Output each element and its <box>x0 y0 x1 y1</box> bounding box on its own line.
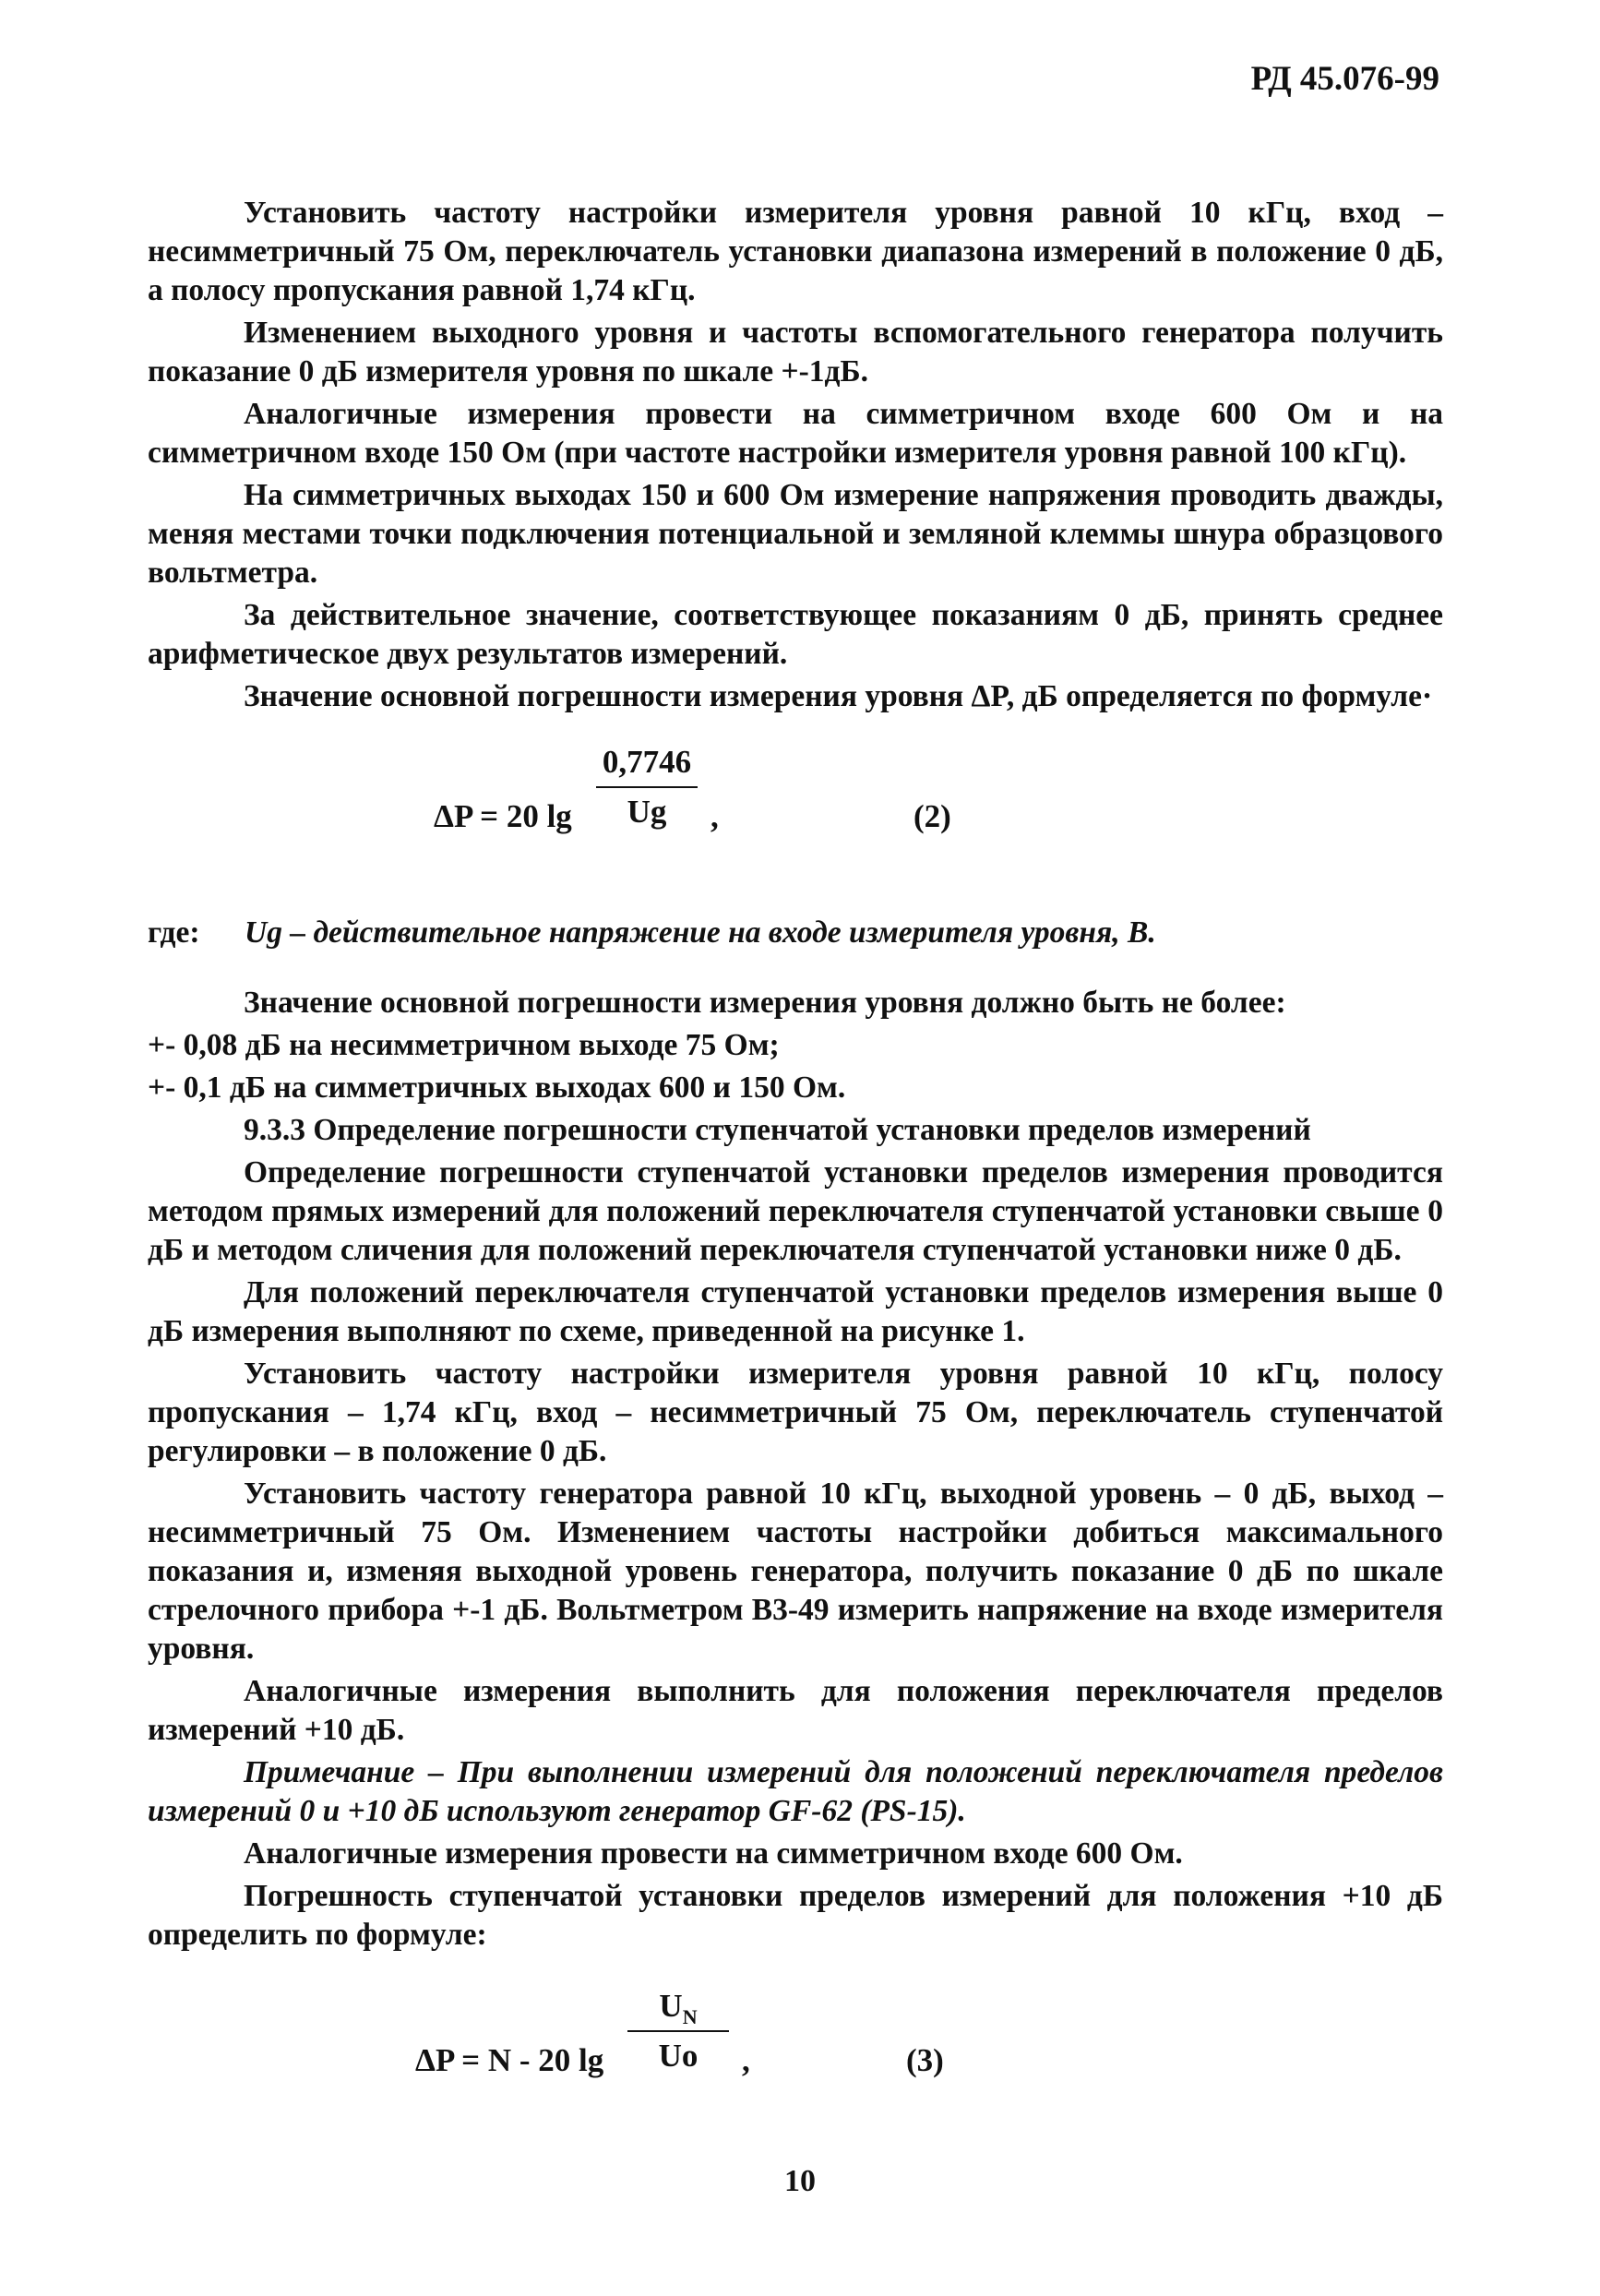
paragraph: Аналогичные измерения провести на симметричном входе 600 Ом. <box>244 1836 1183 1871</box>
formula-2-lhs: ΔP = 20 lg <box>434 798 572 834</box>
formula-3-denominator: Uo <box>658 2038 699 2074</box>
formula-2-number: (2) <box>913 798 951 834</box>
limits-line: +- 0,08 дБ на несимметричном выходе 75 Ом; <box>148 1028 780 1062</box>
where-clause <box>148 914 1443 952</box>
paragraph: Изменением выходного уровня и частоты вспомогательного генератора получить показание 0 дБ измерителя уровня по шкале +-1дБ. <box>148 316 1443 389</box>
paragraph: Для положений переключателя ступенчатой установки пределов измерения выше 0 дБ измерения выполняют по схеме, приведенной на рисунке 1. <box>148 1275 1443 1348</box>
section-title: 9.3.3 Определение погрешности ступенчатой установки пределов измерений <box>244 1113 1311 1147</box>
note: Примечание – При выполнении измерений для положений переключателя пределов измерений 0 и +10 дБ используют генератор GF-62 (PS-15). <box>148 1755 1443 1828</box>
document-body <box>148 194 1443 2158</box>
where-key: где: <box>148 915 200 950</box>
formula-3 <box>148 1988 1443 2135</box>
formula-3-numerator: $U_N$ <box>659 1988 698 2028</box>
paragraph: Аналогичные измерения провести на симметричном входе 600 Ом и на симметричном входе 150 Ом (при частоте настройки измерителя уровня равной 100 кГц). <box>148 397 1443 470</box>
where-definition: Ug – действительное напряжение на входе измерителя уровня, В. <box>245 915 1156 950</box>
paragraph: Определение погрешности ступенчатой установки пределов измерения проводится методом прямых измерений для положений переключателя ступенчатой установки свыше 0 дБ и методом сличения для положений переключателя ступенчатой установки ниже 0 дБ. <box>148 1155 1443 1267</box>
formula-2-fraction <box>596 744 698 831</box>
paragraph: Установить частоту настройки измерителя уровня равной 10 кГц, вход – несимметричный 75 Ом, переключатель установки диапазона измерений в положение 0 дБ, а полосу пропускания равной 1,74 кГц. <box>148 196 1443 307</box>
formula-2-denominator: Ug <box>627 794 667 830</box>
limits-line: +- 0,1 дБ на симметричных выходах 600 и 150 Ом. <box>148 1070 846 1105</box>
paragraph: На симметричных выходах 150 и 600 Ом измерение напряжения проводить дважды, меняя местами точки подключения потенциальной и земляной клеммы шнура образцового вольтметра. <box>148 478 1443 590</box>
formula-2-comma: , <box>710 798 719 834</box>
paragraph: Установить частоту генератора равной 10 кГц, выходной уровень – 0 дБ, выход – несимметричный 75 Ом. Изменением частоты настройки добиться максимального показания и, изменяя выходной уровень генератора, получить показание 0 дБ по шкале стрелочного прибора +-1 дБ. Вольтметром В3-49 измерить напряжение на входе измерителя уровня. <box>148 1477 1443 1666</box>
paragraph: Аналогичные измерения выполнить для положения переключателя пределов измерений +10 дБ. <box>148 1674 1443 1747</box>
formula-3-comma: , <box>742 2042 750 2078</box>
limits-intro: Значение основной погрешности измерения уровня должно быть не более: <box>244 986 1286 1020</box>
paragraph: Значение основной погрешности измерения уровня ΔP, дБ определяется по формуле· <box>244 679 1433 713</box>
formula-3-number: (3) <box>906 2042 944 2078</box>
formula-2-numerator: 0,7746 <box>602 744 692 780</box>
document-code: РД 45.076-99 <box>1250 60 1439 98</box>
formula-2 <box>148 744 1443 891</box>
formula-3-lhs: ΔP = N - 20 lg <box>415 2042 604 2078</box>
paragraph: Погрешность ступенчатой установки пределов измерений для положения +10 дБ определить по формуле: <box>148 1879 1443 1952</box>
formula-3-fraction <box>627 1988 729 2075</box>
paragraph: Установить частоту настройки измерителя уровня равной 10 кГц, полосу пропускания – 1,74 кГц, вход – несимметричный 75 Ом, переключатель ступенчатой регулировки – в положение 0 дБ. <box>148 1357 1443 1468</box>
page-number: 10 <box>784 2164 816 2198</box>
paragraph: За действительное значение, соответствующее показаниям 0 дБ, принять среднее арифметическое двух результатов измерений. <box>148 598 1443 671</box>
